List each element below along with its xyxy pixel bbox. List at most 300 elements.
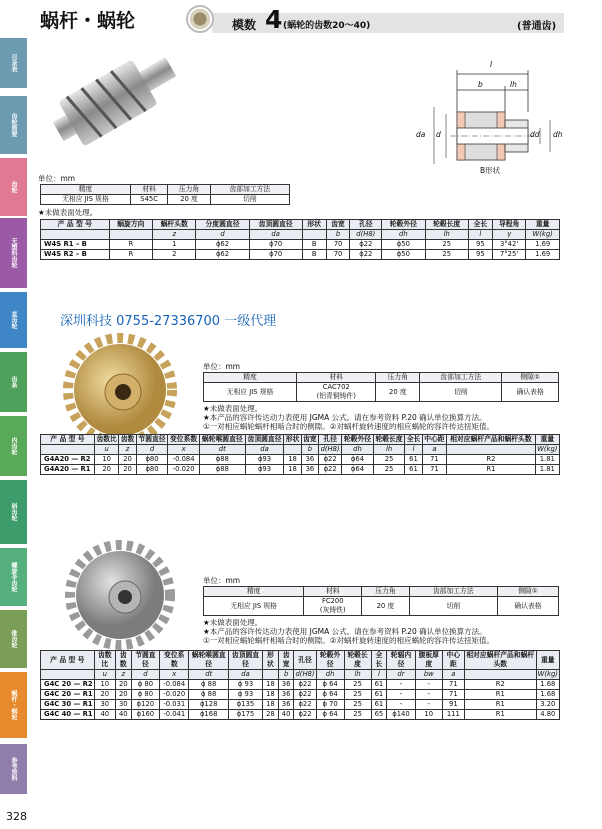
table-cell: 3°42' (492, 240, 526, 250)
table-cell: 20 (94, 465, 118, 475)
product-code: G4C 20 — R1 (41, 690, 95, 700)
spec-header: 材料 (304, 587, 362, 597)
table-cell: R1 (464, 690, 536, 700)
spec-header: 压力角 (376, 373, 420, 383)
product-code: G4A20 — R2 (41, 455, 95, 465)
table-cell: ϕ70 (249, 240, 302, 250)
table-cell: ϕ22 (319, 455, 342, 465)
column-symbol: d (136, 445, 168, 455)
table-cell: -0.020 (168, 465, 200, 475)
column-symbol: b (278, 670, 294, 680)
table-cell: 71 (422, 455, 446, 465)
table-cell: 70 (326, 240, 350, 250)
table-cell: 25 (425, 240, 468, 250)
table-cell: ϕ22 (350, 250, 382, 260)
table-cell: 95 (468, 250, 492, 260)
table-cell: 1.69 (526, 240, 560, 250)
column-symbol: l (405, 445, 422, 455)
spec-value: 无相应 JIS 规格 (41, 195, 131, 205)
table-cell: - (415, 690, 442, 700)
table-cell: 18 (263, 690, 279, 700)
table-cell: 36 (301, 455, 318, 465)
table-cell: 36 (278, 690, 294, 700)
table-row (41, 690, 560, 700)
product-code: G4A20 — R1 (41, 465, 95, 475)
column-header: 产 品 型 号 (41, 220, 110, 230)
column-header: 形状 (302, 220, 326, 230)
column-symbol: bw (415, 670, 442, 680)
table-cell: 111 (442, 710, 464, 720)
table-cell: B (302, 250, 326, 260)
column-symbol: lh (344, 670, 371, 680)
bronze-wormwheel-table (40, 434, 560, 475)
table-cell: 71 (442, 690, 464, 700)
note: ★本产品的容许传达动力表使用 JGMA 公式。请在参考资料 P.20 确认单位换算方法。 (203, 627, 487, 636)
table-cell: R2 (464, 680, 536, 690)
note: ★未做表面处理。 (203, 404, 263, 413)
table-cell: 61 (405, 455, 422, 465)
sidebar-tab-label: 齿轮简要 (10, 113, 17, 137)
spec-header: 侧隙① (497, 587, 558, 597)
table-cell: B (302, 240, 326, 250)
table-cell: 71 (422, 465, 446, 475)
column-header: 轮毂长度 (373, 435, 405, 445)
table-cell: -0.020 (160, 690, 189, 700)
note: ★未做表面处理。 (38, 208, 98, 217)
table-cell: R (109, 240, 152, 250)
table-cell: 20 (119, 465, 136, 475)
table-row (41, 240, 560, 250)
table-cell: ϕ22 (294, 710, 316, 720)
table-cell: R2 (447, 455, 535, 465)
column-header: 轮毂外径 (342, 435, 374, 445)
table-cell: - (387, 700, 415, 710)
table-cell: R (109, 250, 152, 260)
table-cell: 95 (468, 240, 492, 250)
bronze-wormwheel-photo (55, 330, 185, 450)
note: ①一对相应蜗轮蜗杆相啮合时的侧隙。②对蜗杆旋转速度的相应蜗轮的容许传达扭矩值。 (203, 422, 494, 431)
column-header: 轮毂外径 (382, 220, 425, 230)
table-cell: 25 (344, 690, 371, 700)
table-cell: ϕ 93 (229, 690, 263, 700)
spec-value: 切削 (210, 195, 289, 205)
table-cell: ϕ 64 (316, 710, 344, 720)
table-cell: 4.80 (536, 710, 559, 720)
table-cell: 61 (405, 465, 422, 475)
table-cell: 1.69 (526, 250, 560, 260)
sidebar-tab[interactable] (0, 352, 27, 412)
sidebar-tab[interactable] (0, 292, 27, 348)
table-cell: 25 (425, 250, 468, 260)
table-cell: 20 (119, 455, 136, 465)
column-header: 变位系数 (168, 435, 200, 445)
table-cell: ϕ22 (294, 690, 316, 700)
table-cell: 25 (344, 710, 371, 720)
column-symbol: a (442, 670, 464, 680)
note: ★本产品的容许传达动力表使用 JGMA 公式。请在参考资料 P.20 确认单位换算方法。 (203, 413, 487, 422)
column-header: 齿宽 (278, 651, 294, 670)
module-label: 模数 (232, 18, 257, 32)
worm-photo (40, 40, 190, 155)
sidebar-tab[interactable] (0, 610, 27, 668)
column-header: 齿顶圆直径 (245, 435, 284, 445)
column-symbol: x (168, 445, 200, 455)
product-code: G4C 40 — R1 (41, 710, 95, 720)
table-cell: ϕ 64 (316, 690, 344, 700)
column-symbol: d (196, 230, 249, 240)
spec-value: S45C (130, 195, 168, 205)
spec-header: 精度 (41, 185, 131, 195)
column-header: 中心距 (422, 435, 446, 445)
table-cell: 1.81 (535, 465, 559, 475)
dim-dh: dh (553, 130, 563, 139)
sidebar-tab-label: 蜗杆・蜗轮 (10, 690, 17, 720)
table-cell: 61 (371, 700, 387, 710)
column-symbol: da (249, 230, 302, 240)
table-cell: ϕ22 (294, 680, 316, 690)
spec-header: 齿部加工方法 (420, 373, 502, 383)
spec-value: 20 度 (376, 383, 420, 402)
table-cell: R1 (464, 710, 536, 720)
sidebar-tab-label: 内齿轮 (10, 437, 17, 455)
table-cell: ϕ70 (249, 250, 302, 260)
table-cell: ϕ50 (382, 240, 425, 250)
column-symbol: W(kg) (526, 230, 560, 240)
column-symbol: z (153, 230, 196, 240)
column-symbol: dt (199, 445, 245, 455)
column-symbol: d (131, 670, 159, 680)
table-cell: -0.041 (160, 710, 189, 720)
table-cell: - (415, 700, 442, 710)
column-symbol: lh (425, 230, 468, 240)
column-symbol: dh (316, 670, 344, 680)
column-symbol (263, 670, 279, 680)
table-cell: 36 (278, 680, 294, 690)
column-symbol: W(kg) (535, 445, 559, 455)
spec-table (40, 184, 290, 205)
table-cell: 30 (115, 700, 131, 710)
column-header: 齿顶圆直径 (249, 220, 302, 230)
sidebar-tab[interactable] (0, 38, 27, 88)
spec-table (203, 586, 559, 616)
column-header: 节圆直径 (131, 651, 159, 670)
table-cell: ϕ64 (342, 455, 374, 465)
sidebar-tab-label: 斜齿轮 (10, 503, 17, 521)
unit-label: 单位：mm (38, 174, 76, 183)
spec-header: 精度 (204, 373, 297, 383)
spec-header: 材料 (297, 373, 376, 383)
spec-header: 压力角 (362, 587, 409, 597)
castiron-wormwheel-photo (55, 540, 185, 650)
product-code: W4S R2 – B (41, 250, 110, 260)
spec-header: 材料 (130, 185, 168, 195)
column-symbol: da (229, 670, 263, 680)
column-header: 孔径 (319, 435, 342, 445)
column-header: 产 品 型 号 (41, 651, 95, 670)
column-symbol: z (115, 670, 131, 680)
column-header: 齿宽 (303, 435, 317, 443)
table-row (41, 250, 560, 260)
table-cell: 36 (301, 465, 318, 475)
page-number: 328 (6, 810, 27, 823)
table-cell: 61 (371, 680, 387, 690)
page-title: 蜗杆・蜗轮 (40, 10, 136, 32)
column-symbol: dr (387, 670, 415, 680)
table-cell: 18 (263, 700, 279, 710)
table-cell: 1.68 (536, 680, 559, 690)
column-header: 中心距 (442, 651, 464, 670)
tooth-type: (普通齿) (517, 21, 557, 32)
table-cell: - (387, 680, 415, 690)
table-cell: ϕ135 (229, 700, 263, 710)
spec-header: 精度 (204, 587, 304, 597)
table-cell: ϕ88 (199, 465, 245, 475)
column-header: 相对应蜗杆产品和蜗杆头数 (447, 435, 535, 445)
table-cell: 25 (344, 680, 371, 690)
table-cell: ϕ62 (196, 240, 249, 250)
column-header: 蜗轮喉圆直径 (189, 651, 229, 670)
module-note: (蜗轮的齿数20～40) (283, 21, 371, 31)
table-cell: R1 (464, 700, 536, 710)
column-header: 轮毂长度 (344, 651, 371, 670)
column-header: 齿数 (120, 435, 135, 443)
column-header: 变位系数 (160, 651, 189, 670)
column-symbol (447, 445, 535, 455)
sidebar-tab-label: 齿条 (10, 376, 17, 388)
castiron-wormwheel-table (40, 650, 560, 720)
column-symbol (41, 445, 95, 455)
drawing-caption: B形状 (480, 166, 501, 175)
column-header: 齿顶圆直径 (229, 651, 263, 670)
column-header: 蜗轮喉圆直径 (199, 435, 245, 445)
column-header: 轮毂外径 (316, 651, 344, 670)
table-cell: ϕ22 (350, 240, 382, 250)
sidebar-tab-label: 锥齿轮 (10, 630, 17, 648)
sidebar-tabs (0, 0, 27, 800)
dimension-drawing (410, 62, 580, 182)
spec-value: FC200 (灰铸铁) (304, 597, 362, 616)
column-header: 腹板厚度 (415, 651, 442, 670)
dim-dd: dd (530, 130, 540, 139)
table-cell: ϕ 93 (229, 680, 263, 690)
table-cell: 10 (415, 710, 442, 720)
table-cell: - (387, 690, 415, 700)
sidebar-tab[interactable] (0, 480, 27, 544)
watermark-text: 深圳科技 0755-27336700 一级代理 (60, 314, 277, 329)
column-symbol: u (94, 670, 115, 680)
column-symbol: d(H8) (350, 230, 382, 240)
dim-da: da (416, 130, 426, 139)
spec-header: 压力角 (168, 185, 210, 195)
sidebar-tab[interactable] (0, 672, 27, 738)
dim-lh: lh (510, 80, 517, 89)
table-cell: R1 (447, 465, 535, 475)
column-symbol (302, 230, 326, 240)
column-header: 蜗杆头数 (153, 220, 196, 230)
table-cell: ϕ 70 (316, 700, 344, 710)
sidebar-tab[interactable] (0, 416, 27, 476)
column-header: 相对应蜗杆产品和蜗杆头数 (466, 651, 535, 668)
sidebar-tab-label: 齿轮 (10, 181, 17, 193)
sidebar-tab[interactable] (0, 96, 27, 154)
table-cell: ϕ175 (229, 710, 263, 720)
table-cell: 40 (115, 710, 131, 720)
table-cell: 2 (153, 250, 196, 260)
column-symbol: z (119, 445, 136, 455)
column-header: 轮辐内径 (387, 651, 415, 670)
column-symbol: W(kg) (537, 670, 558, 678)
note: ①一对相应蜗轮蜗杆相啮合时的侧隙。②对蜗杆旋转速度的相应蜗轮的容许传达扭矩值。 (203, 636, 494, 645)
spec-value: 切削 (409, 597, 497, 616)
column-header: 孔径 (350, 220, 382, 230)
column-header: 重量 (526, 220, 560, 230)
column-symbol: d(H8) (295, 670, 315, 678)
table-row (41, 455, 560, 465)
column-symbol: x (160, 670, 189, 680)
table-cell: ϕ 88 (189, 680, 229, 690)
column-symbol: d(H8) (319, 445, 342, 455)
dim-l: l (490, 60, 493, 69)
note: ★未做表面处理。 (203, 618, 263, 627)
table-cell: ϕ160 (131, 710, 159, 720)
dim-d: d (436, 130, 441, 139)
table-cell: ϕ 64 (316, 680, 344, 690)
table-cell: 10 (94, 455, 118, 465)
table-cell: 30 (94, 700, 115, 710)
table-cell: 1.81 (535, 455, 559, 465)
table-cell: 3.20 (536, 700, 559, 710)
table-cell: ϕ93 (245, 455, 284, 465)
table-cell: -0.084 (168, 455, 200, 465)
table-cell: ϕ120 (131, 700, 159, 710)
table-row (41, 680, 560, 690)
table-row (41, 710, 560, 720)
table-cell: ϕ93 (245, 465, 284, 475)
product-code: W4S R1 – B (41, 240, 110, 250)
spec-value: 20 度 (168, 195, 210, 205)
sidebar-tab-label: 目录表 (10, 54, 17, 72)
sidebar-tab[interactable] (0, 158, 27, 216)
module-value: 4 (265, 5, 283, 34)
sidebar-tab[interactable] (0, 548, 27, 606)
table-cell: 20 (94, 690, 115, 700)
spec-value: CAC702 (铝青铜铸件) (297, 383, 376, 402)
sidebar-tab-label: 螺旋伞齿轮 (10, 562, 17, 592)
column-symbol (284, 445, 301, 455)
spec-table (203, 372, 559, 402)
worm-table (40, 219, 560, 260)
column-symbol: b (326, 230, 350, 240)
column-symbol (109, 230, 152, 240)
table-cell: 18 (284, 455, 301, 465)
column-header: 蜗旋方向 (109, 220, 152, 230)
table-cell: ϕ 80 (131, 680, 159, 690)
column-symbol: u (94, 445, 118, 455)
column-symbol: b (301, 445, 318, 455)
table-cell: ϕ 80 (131, 690, 159, 700)
column-header: 形状 (285, 435, 300, 443)
table-cell: ϕ 88 (189, 690, 229, 700)
column-symbol: l (468, 230, 492, 240)
table-cell: 18 (284, 465, 301, 475)
spec-header: 侧隙① (502, 373, 559, 383)
column-header: 导程角 (492, 220, 526, 230)
table-cell: 1 (153, 240, 196, 250)
table-cell: 28 (263, 710, 279, 720)
product-code: G4C 20 — R2 (41, 680, 95, 690)
column-header: 全长 (371, 651, 387, 670)
column-header: 重量 (536, 651, 559, 670)
product-code: G4C 30 — R1 (41, 700, 95, 710)
spec-value: 无相应 JIS 规格 (204, 383, 297, 402)
table-cell: ϕ22 (294, 700, 316, 710)
spec-value: 20 度 (362, 597, 409, 616)
table-cell: 40 (278, 710, 294, 720)
column-symbol: da (245, 445, 284, 455)
unit-label: 单位：mm (203, 576, 241, 585)
table-cell: -0.084 (160, 680, 189, 690)
column-header: 齿宽 (326, 220, 350, 230)
spec-header: 齿部加工方法 (210, 185, 289, 195)
table-cell: ϕ80 (136, 465, 168, 475)
column-symbol (464, 670, 536, 680)
column-header: 重量 (535, 435, 559, 445)
column-header: 孔径 (294, 651, 316, 670)
table-cell: 1.68 (536, 690, 559, 700)
unit-label: 单位：mm (203, 362, 241, 371)
table-cell: ϕ80 (136, 455, 168, 465)
column-header: 形状 (263, 651, 279, 670)
column-header: 轮毂长度 (425, 220, 468, 230)
sidebar-tab[interactable] (0, 744, 27, 794)
table-cell: 70 (326, 250, 350, 260)
table-cell: 40 (94, 710, 115, 720)
table-cell: 7°25' (492, 250, 526, 260)
spec-value: 确认表格 (502, 383, 559, 402)
sidebar-tab-label: 无塑料齿轮 (10, 238, 17, 268)
table-cell: 20 (115, 690, 131, 700)
table-cell: 25 (373, 465, 405, 475)
sidebar-tab-label: 直齿轮 (10, 311, 17, 329)
column-header: 齿数比 (94, 651, 115, 670)
table-cell: ϕ22 (319, 465, 342, 475)
table-cell: ϕ50 (382, 250, 425, 260)
gear-icon (186, 5, 214, 33)
column-symbol: a (422, 445, 446, 455)
column-header: 齿数比 (94, 435, 118, 445)
column-symbol (41, 670, 95, 680)
column-symbol: lh (373, 445, 405, 455)
dim-b: b (478, 80, 483, 89)
table-row (41, 700, 560, 710)
spec-header: 齿部加工方法 (409, 587, 497, 597)
spec-value: 无相应 JIS 规格 (204, 597, 304, 616)
table-cell: 25 (344, 700, 371, 710)
sidebar-tab-label: 参考资料 (10, 757, 17, 781)
column-header: 全长 (406, 435, 421, 443)
table-cell: 25 (373, 455, 405, 465)
table-cell: ϕ88 (199, 455, 245, 465)
column-symbol: dt (189, 670, 229, 680)
table-cell: -0.031 (160, 700, 189, 710)
table-cell: 10 (94, 680, 115, 690)
column-header: 分度圆直径 (196, 220, 249, 230)
table-cell: ϕ140 (387, 710, 415, 720)
column-symbol: l (371, 670, 387, 680)
table-cell: 18 (263, 680, 279, 690)
table-cell: 20 (115, 680, 131, 690)
sidebar-tab[interactable] (0, 218, 27, 288)
